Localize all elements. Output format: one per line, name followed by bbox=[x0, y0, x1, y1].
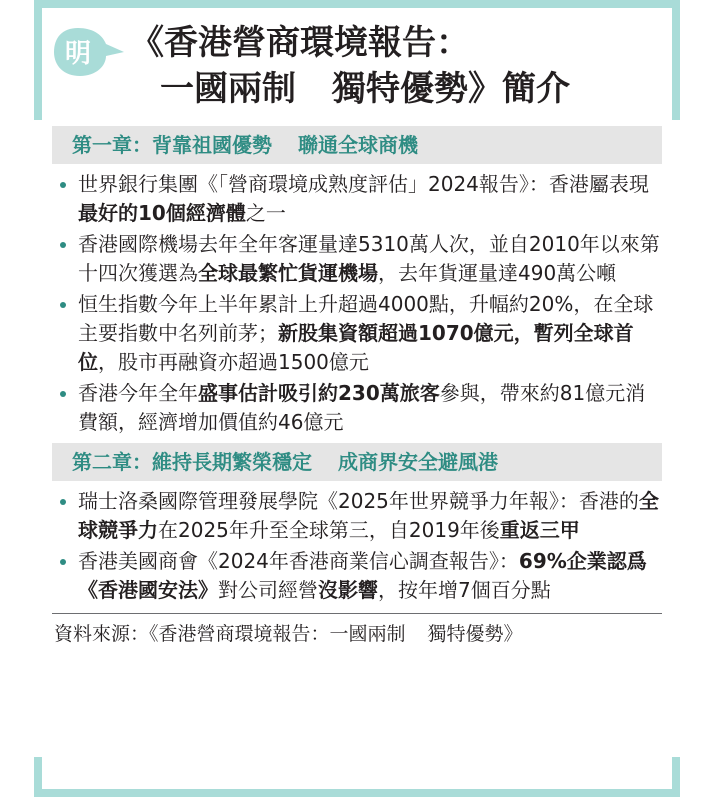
item-text: ，股市再融資亦超過1500億元 bbox=[98, 350, 369, 374]
ming-logo-icon bbox=[52, 26, 126, 78]
item-highlight: 最好的10個經濟體 bbox=[78, 201, 246, 225]
item-text: 對公司經營 bbox=[218, 578, 318, 602]
chapter-1-heading-b: 聯通全球商機 bbox=[298, 133, 418, 157]
logo-glyph: 明 bbox=[64, 39, 92, 69]
source-text-b: 獨特優勢》 bbox=[427, 623, 523, 645]
list-item bbox=[52, 487, 662, 545]
list-item bbox=[52, 547, 662, 605]
chapter-2-list bbox=[52, 487, 662, 605]
item-highlight: 全球最繁忙貨運機場 bbox=[198, 261, 378, 285]
item-highlight: 全球競爭力 bbox=[78, 489, 659, 542]
source-text-a: 資料來源：《香港營商環境報告：一國兩制 bbox=[54, 623, 406, 645]
frame-left-border bbox=[34, 0, 42, 120]
frame-top-border bbox=[34, 0, 680, 8]
list-item bbox=[52, 290, 662, 377]
source-note bbox=[52, 620, 662, 648]
item-text: ，按年增7個百分點 bbox=[378, 578, 551, 602]
page-title bbox=[130, 20, 690, 112]
item-highlight: 69%企業認爲《香港國安法》 bbox=[78, 549, 647, 602]
item-text: 香港美國商會《2024年香港商業信心調查報告》： bbox=[78, 549, 519, 573]
list-item bbox=[52, 230, 662, 288]
item-highlight: 新股集資額超過1070億元，暫列全球首位 bbox=[78, 321, 634, 374]
chapter-2-heading bbox=[52, 443, 662, 481]
item-highlight: 重返三甲 bbox=[499, 518, 580, 542]
title-line-1: 《香港營商環境報告： bbox=[130, 23, 470, 63]
title-line-2 bbox=[130, 66, 690, 112]
article-body bbox=[52, 126, 662, 648]
item-text: 香港國際機場去年全年客運量達5310萬人次，並自2010年以來第十四次獲選為 bbox=[78, 232, 660, 285]
chapter-1-list bbox=[52, 170, 662, 437]
item-text: ，去年貨運量達490萬公噸 bbox=[378, 261, 617, 285]
frame-bottom-left-border bbox=[34, 757, 42, 797]
chapter-2-heading-a: 第二章：維持長期繁榮穩定 bbox=[72, 450, 312, 474]
chapter-1-heading bbox=[52, 126, 662, 164]
source-divider bbox=[52, 613, 662, 614]
item-text: 在2025年升至全球第三，自2019年後 bbox=[158, 518, 500, 542]
item-text: 恒生指數今年上半年累計上升超過4000點，升幅約20%，在全球主要指數中名列前茅； bbox=[78, 292, 654, 345]
item-highlight: 沒影響 bbox=[318, 578, 378, 602]
frame-bottom-border bbox=[34, 789, 680, 797]
title-line-2-part-b: 獨特優勢》簡介 bbox=[332, 69, 570, 109]
item-text: 世界銀行集團《「營商環境成熟度評估」2024報告》：香港屬表現 bbox=[78, 172, 649, 196]
chapter-2-heading-b: 成商界安全避風港 bbox=[338, 450, 498, 474]
item-text: 之一 bbox=[245, 201, 286, 225]
item-text: 參與，帶來約81億元消費額，經濟增加價值約46億元 bbox=[78, 381, 646, 434]
title-line-2-part-a: 一國兩制 bbox=[160, 69, 296, 109]
item-highlight: 盛事估計吸引約230萬旅客 bbox=[198, 381, 440, 405]
item-text: 瑞士洛桑國際管理發展學院《2025年世界競爭力年報》：香港的 bbox=[78, 489, 639, 513]
chapter-1-heading-a: 第一章：背靠祖國優勢 bbox=[72, 133, 272, 157]
item-text: 香港今年全年 bbox=[78, 381, 198, 405]
list-item bbox=[52, 170, 662, 228]
frame-bottom-right-border bbox=[672, 757, 680, 797]
list-item bbox=[52, 379, 662, 437]
